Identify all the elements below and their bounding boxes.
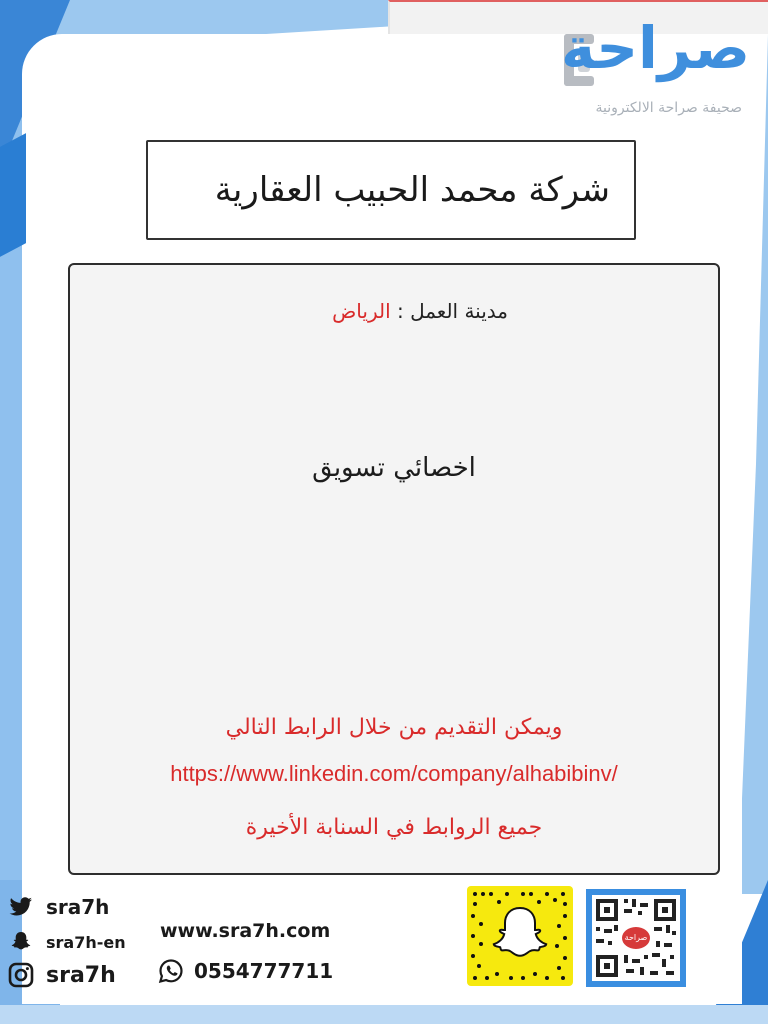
job-title: اخصائي تسويق — [312, 453, 476, 483]
whatsapp-icon — [158, 958, 184, 984]
job-card — [68, 263, 720, 875]
apply-instructions: ويمكن التقديم من خلال الرابط التالي — [225, 715, 563, 740]
whatsapp-phone-row[interactable] — [158, 958, 333, 984]
twitter-handle: sra7h — [46, 895, 110, 919]
snapchat-icon — [8, 929, 34, 955]
work-city-value: الرياض — [332, 299, 391, 323]
instagram-handle: sra7h — [46, 962, 116, 988]
work-city-line — [332, 299, 508, 323]
background-strip-right — [738, 34, 768, 894]
snapchat-handle: sra7h-en — [46, 932, 126, 952]
links-note: جميع الروابط في السنابة الأخيرة — [245, 815, 543, 840]
background-band-bottom — [0, 1005, 768, 1024]
qr-brand-badge: صراحة — [622, 927, 650, 949]
twitter-handle-row[interactable] — [8, 894, 109, 920]
phone-number: 0554777711 — [194, 959, 334, 983]
logo-tagline: صحيفة صراحة الالكترونية — [595, 100, 742, 116]
brand-logo — [561, 14, 754, 126]
work-city-label: مدينة العمل : — [397, 299, 508, 323]
logo-wordmark: صراحة — [561, 14, 750, 82]
apply-link[interactable]: https://www.linkedin.com/company/alhabibinv/ — [170, 761, 618, 786]
snapcode-image — [467, 886, 573, 986]
instagram-icon — [8, 962, 34, 988]
twitter-icon — [8, 894, 34, 920]
snapcode-pattern — [467, 886, 573, 986]
snapchat-handle-row[interactable] — [8, 929, 126, 955]
instagram-handle-row[interactable] — [8, 962, 116, 988]
company-name: شركة محمد الحبيب العقارية — [214, 170, 610, 210]
company-title-box — [146, 140, 636, 240]
qr-code-image — [586, 889, 686, 987]
background-stripe-left — [0, 133, 26, 257]
website-link[interactable]: www.sra7h.com — [160, 920, 331, 942]
